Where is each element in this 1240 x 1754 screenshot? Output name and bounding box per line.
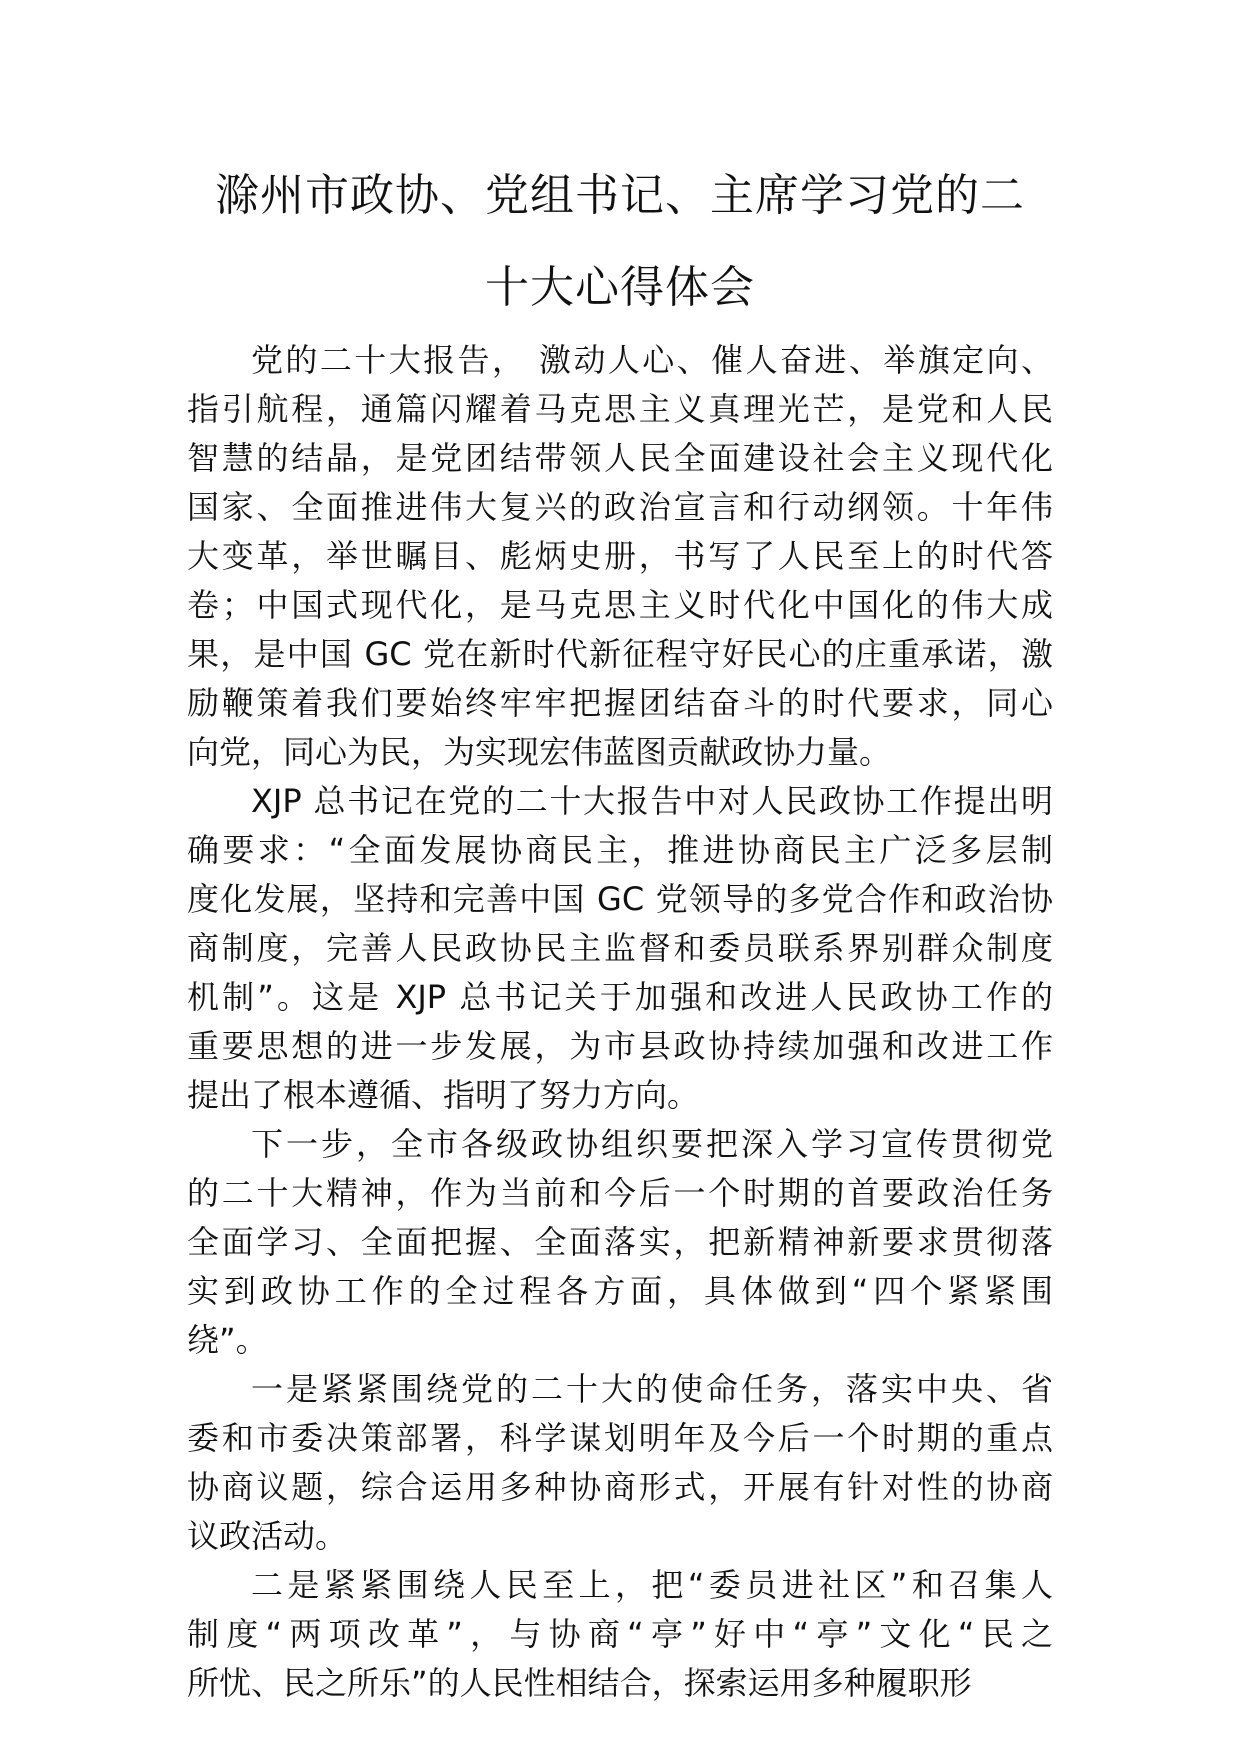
paragraph-line: 下一步，全市各级政协组织要把深入学习宣传贯彻党 [251,1125,1053,1163]
document-page [187,150,1053,1708]
paragraph-line: 制度“两项改革”，与协商“亭”好中“亭”文化“民之 [187,1615,1053,1653]
paragraph-line: 商制度，完善人民政协民主监督和委员联系界别群众制度 [187,929,1053,967]
paragraph-line: 大变革，举世瞩目、彪炳史册，书写了人民至上的时代答 [187,537,1053,575]
body-paragraph [187,1120,1053,1365]
paragraph-line: 智慧的结晶，是党团结带领人民全面建设社会主义现代化 [187,439,1053,477]
paragraph-line: 绕”。 [187,1321,268,1359]
document-body [187,336,1053,1708]
paragraph-line: 实到政协工作的全过程各方面，具体做到“四个紧紧围 [187,1272,1053,1310]
paragraph-line: 向党，同心为民，为实现宏伟蓝图贡献政协力量。 [187,733,892,771]
title-line: 十大心得体会 [485,262,755,313]
paragraph-line: 机制”。这是 XJP 总书记关于加强和改进人民政协工作的 [187,978,1053,1016]
paragraph-line: 国家、全面推进伟大复兴的政治宣言和行动纲领。十年伟 [187,488,1053,526]
paragraph-line: 一是紧紧围绕党的二十大的使命任务，落实中央、省 [251,1370,1053,1408]
body-paragraph [187,777,1053,1120]
body-paragraph [187,1561,1053,1708]
document-title [187,150,1053,334]
paragraph-line: 全面学习、全面把握、全面落实，把新精神新要求贯彻落 [187,1223,1053,1261]
paragraph-line: 委和市委决策部署，科学谋划明年及今后一个时期的重点 [187,1419,1053,1457]
paragraph-line: 励鞭策着我们要始终牢牢把握团结奋斗的时代要求，同心 [187,684,1053,722]
paragraph-line: 卷；中国式现代化，是马克思主义时代化中国化的伟大成 [187,586,1053,624]
body-paragraph [187,1365,1053,1561]
paragraph-line: 果，是中国 GC 党在新时代新征程守好民心的庄重承诺，激 [187,635,1053,673]
paragraph-line: 的二十大精神，作为当前和今后一个时期的首要政治任务 [187,1174,1053,1212]
paragraph-line: 确要求：“全面发展协商民主，推进协商民主广泛多层制 [187,831,1053,869]
paragraph-line: XJP 总书记在党的二十大报告中对人民政协工作提出明 [251,782,1053,820]
paragraph-line: 协商议题，综合运用多种协商形式，开展有针对性的协商 [187,1468,1053,1506]
paragraph-line: 二是紧紧围绕人民至上，把“委员进社区”和召集人 [251,1566,1053,1604]
paragraph-line: 议政活动。 [187,1517,348,1555]
paragraph-line: 重要思想的进一步发展，为市县政协持续加强和改进工作 [187,1027,1053,1065]
body-paragraph [187,336,1053,777]
title-line: 滁州市政协、党组书记、主席学习党的二 [215,170,1025,221]
paragraph-line: 度化发展，坚持和完善中国 GC 党领导的多党合作和政治协 [187,880,1053,918]
paragraph-line: 党的二十大报告， 激动人心、催人奋进、举旗定向、 [251,341,1053,379]
paragraph-line: 提出了根本遵循、指明了努力方向。 [187,1076,700,1114]
paragraph-line: 指引航程，通篇闪耀着马克思主义真理光芒，是党和人民 [187,390,1053,428]
paragraph-line: 所忧、民之所乐”的人民性相结合，探索运用多种履职形 [187,1664,972,1702]
